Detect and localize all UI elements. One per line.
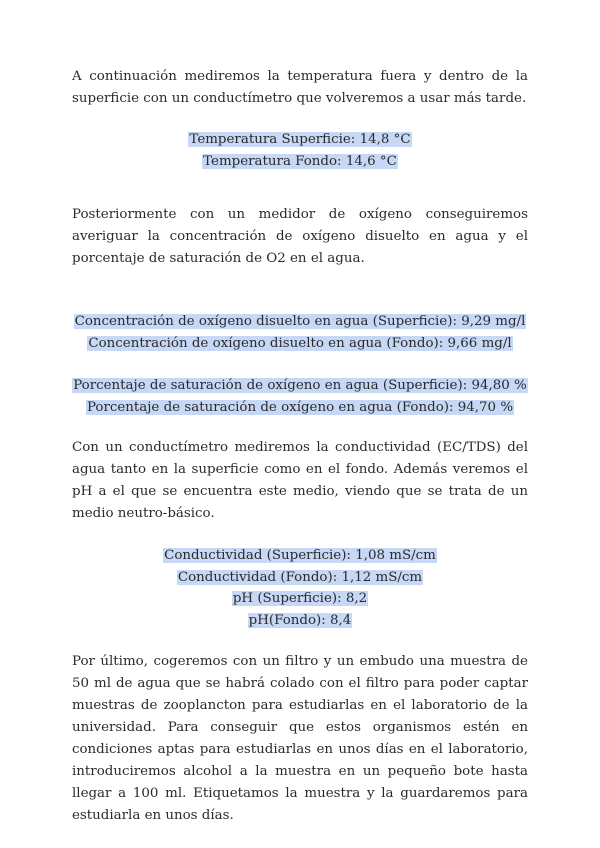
temperature-block	[72, 129, 528, 172]
oxygen-paragraph: Posteriormente con un medidor de oxígeno conseguiremos averiguar la concentración de oxígeno disuelto en agua y el porcentaje de saturación de O2 en el agua.	[72, 207, 528, 266]
ph-bottom: pH(Fondo): 8,4	[248, 612, 352, 628]
temperature-bottom: Temperatura Fondo: 14,6 °C	[203, 153, 397, 169]
oxygen-saturation-bottom: Porcentaje de saturación de oxígeno en agua (Fondo): 94,70 %	[86, 399, 514, 415]
ph-surface: pH (Superficie): 8,2	[232, 591, 368, 606]
temperature-surface: Temperatura Superficie: 14,8 °C	[189, 132, 411, 147]
intro-paragraph: A continuación mediremos la temperatura fuera y dentro de la superficie con un conductímetro que volveremos a usar más tarde.	[72, 69, 528, 106]
conductivity-ph-block	[72, 545, 528, 631]
document-page	[72, 66, 528, 827]
oxygen-saturation-block	[72, 375, 528, 418]
oxygen-concentration-bottom: Concentración de oxígeno disuelto en agua (Fondo): 9,66 mg/l	[88, 335, 512, 351]
conductivity-surface: Conductividad (Superficie): 1,08 mS/cm	[164, 548, 436, 563]
oxygen-concentration-block	[72, 311, 528, 354]
conductivity-paragraph: Con un conductímetro mediremos la conductividad (EC/TDS) del agua tanto en la superficie como en el fondo. Además veremos el pH a el que se encuentra este medio, viendo que se trata de un medio neutro-básico.	[72, 440, 528, 521]
oxygen-saturation-surface: Porcentaje de saturación de oxígeno en agua (Superficie): 94,80 %	[73, 378, 527, 393]
final-paragraph: Por último, cogeremos con un filtro y un embudo una muestra de 50 ml de agua que se habrá colado con el filtro para poder captar muestras de zooplancton para estudiarlas en el laboratorio de la universidad. Para conseguir que estos organismos estén en condiciones aptas para estudiarlas en unos días en el laboratorio, introduciremos alcohol a la muestra en un pequeño bote hasta llegar a 100 ml. Etiquetamos la muestra y la guardaremos para estudiarla en unos días.	[72, 654, 528, 823]
oxygen-concentration-surface: Concentración de oxígeno disuelto en agua (Superficie): 9,29 mg/l	[74, 314, 526, 329]
conductivity-bottom: Conductividad (Fondo): 1,12 mS/cm	[177, 569, 423, 585]
